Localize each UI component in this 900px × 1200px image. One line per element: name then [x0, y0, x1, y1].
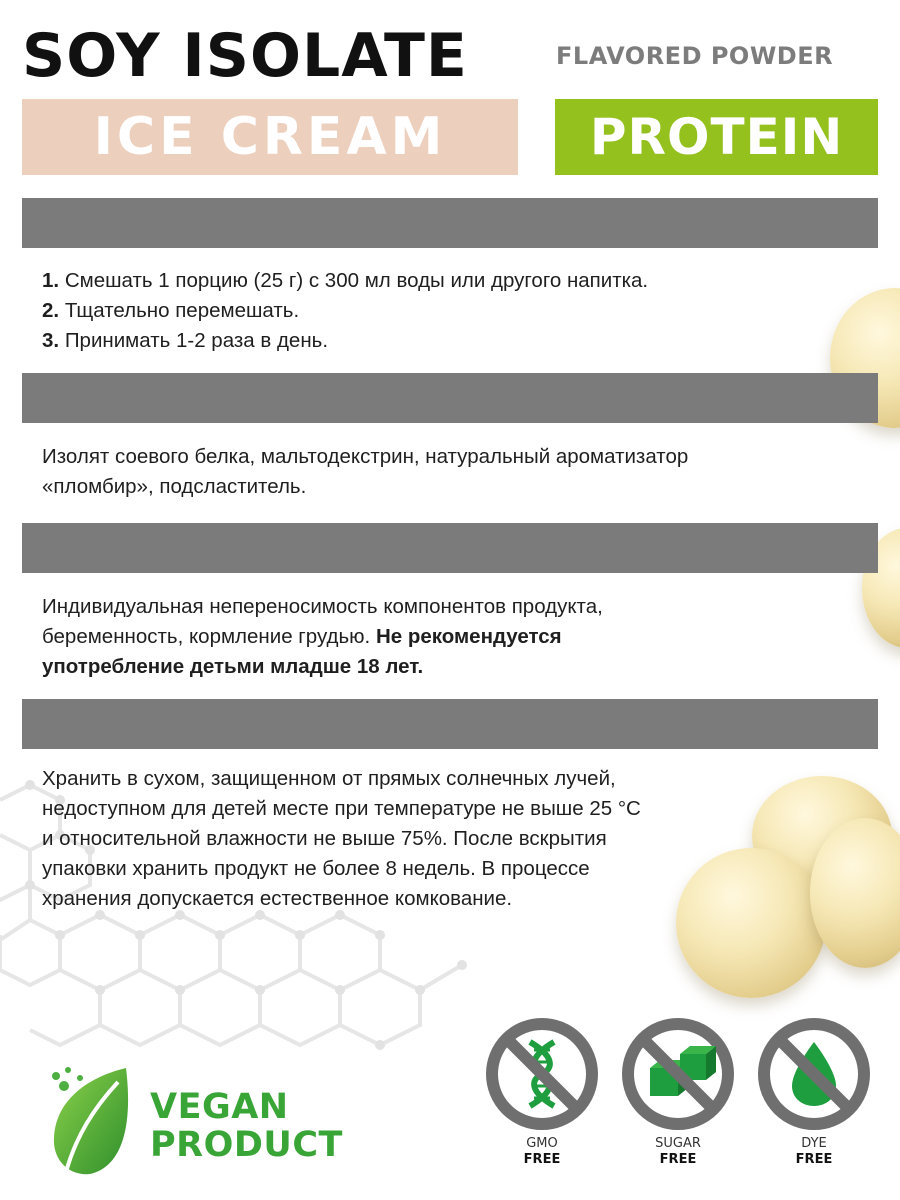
- badge-label: GMO: [526, 1136, 558, 1151]
- product-subtitle: FLAVORED POWDER: [556, 42, 834, 70]
- vegan-product-label: VEGAN PRODUCT: [150, 1087, 343, 1165]
- badge-label: DYE: [801, 1136, 827, 1151]
- leaf-icon: [44, 1064, 136, 1178]
- badge-label: SUGAR: [655, 1136, 701, 1151]
- flavor-label: ICE CREAM: [93, 107, 447, 167]
- badge-free-label: FREE: [659, 1152, 697, 1167]
- directions-list: [42, 266, 648, 356]
- sugar-cubes-icon: [620, 1016, 736, 1132]
- gmo-free-badge: [484, 1016, 600, 1168]
- directions-step: 2. Тщательно перемешать.: [42, 299, 300, 322]
- product-title: SOY ISOLATE: [22, 21, 468, 91]
- storage-text: Хранить в сухом, защищенном от прямых солнечных лучей, недоступном для детей месте при температуре не выше 25 °С и относительной влажности не выше 75%. После вскрытия упаковки хранить продукт не более 8 недель. В процессе хранения допускается естественное комкование.: [42, 767, 641, 910]
- category-label: PROTEIN: [589, 108, 844, 166]
- directions-step: 1. Смешать 1 порцию (25 г) с 300 мл воды или другого напитка.: [42, 269, 649, 292]
- section-header-bar: [22, 523, 878, 573]
- badge-free-label: FREE: [795, 1152, 833, 1167]
- contraindications-text: Индивидуальная непереносимость компонентов продукта, беременность, кормление грудью. Не рекомендуется употребление детьми младше 18 лет.: [42, 595, 603, 678]
- drop-icon: [756, 1016, 872, 1132]
- dye-free-badge: [756, 1016, 872, 1168]
- section-header-bar: [22, 699, 878, 749]
- section-header-bar: [22, 373, 878, 423]
- dna-icon: [484, 1016, 600, 1132]
- ingredients-text: Изолят соевого белка, мальтодекстрин, натуральный ароматизатор «пломбир», подсластитель.: [42, 445, 689, 498]
- badge-free-label: FREE: [523, 1152, 561, 1167]
- flavor-banner: [22, 99, 518, 175]
- section-header-bar: [22, 198, 878, 248]
- ice-cream-scoop-image: [676, 848, 826, 998]
- sugar-free-badge: [620, 1016, 736, 1168]
- category-banner: [555, 99, 878, 175]
- directions-step: 3. Принимать 1-2 раза в день.: [42, 329, 329, 352]
